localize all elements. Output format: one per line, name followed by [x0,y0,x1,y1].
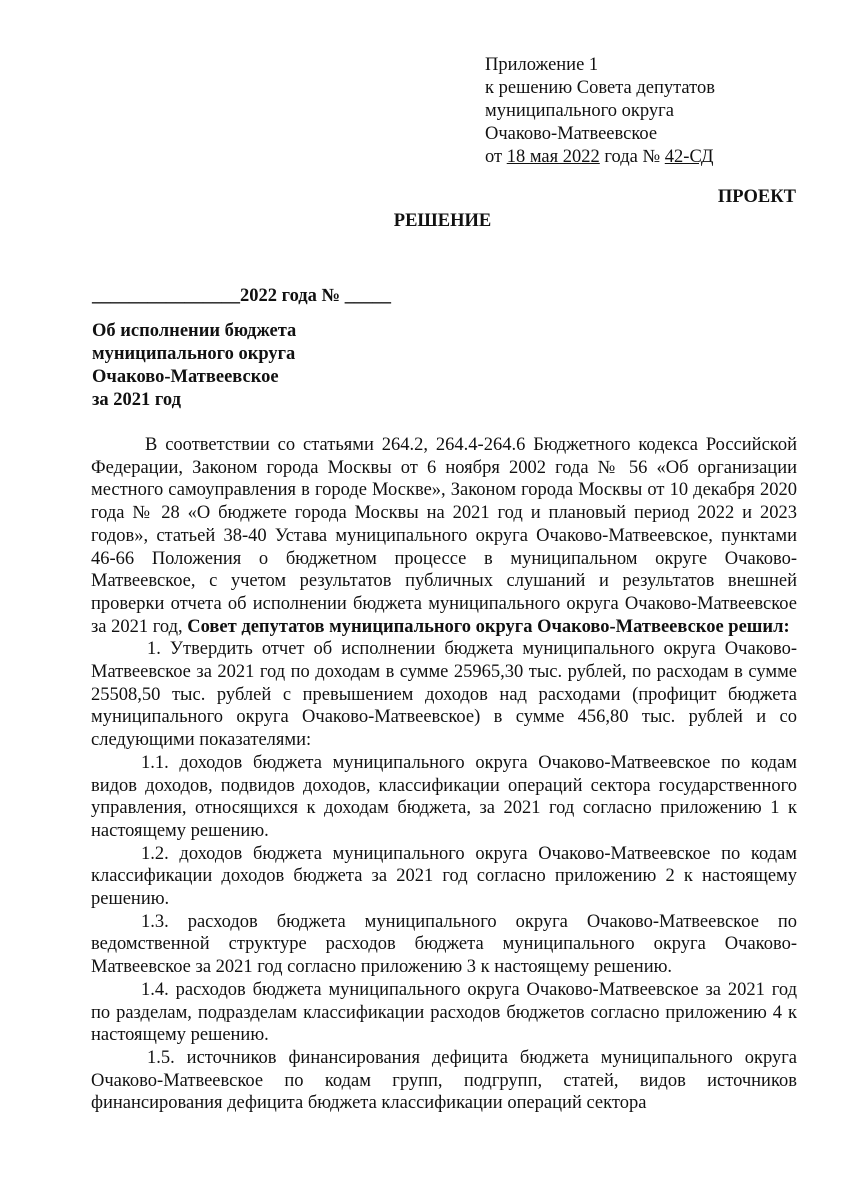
appendix-number: 42-СД [664,147,714,167]
subject-line-3: Очаково-Матвеевское [92,367,279,387]
item-1-4: 1.4. расходов бюджета муниципального округа Очаково-Матвеевское за 2021 год по разделам, подразделам классификации расходов бюджетов согласно приложению 4 к настоящему решению. [91,979,797,1046]
appendix-number-label: года № [599,147,665,167]
item-1-2: 1.2. доходов бюджета муниципального округа Очаково-Матвеевское по кодам классификации доходов бюджета за 2021 год согласно приложению 2 к настоящему решению. [91,843,797,910]
subject-line-4: за 2021 год [92,390,181,410]
appendix-from-label: от [485,147,507,167]
appendix-line-3: муниципального округа [485,101,674,121]
decision-subject [92,320,296,412]
item-1-1: 1.1. доходов бюджета муниципального округа Очаково-Матвеевское по кодам видов доходов, подвидов доходов, классификации операций сектора государственного управления, относящихся к доходам бюджета, за 2021 год согласно приложению 1 к настоящему решению. [91,752,797,841]
decision-title: РЕШЕНИЕ [393,211,492,231]
preamble-paragraph [91,434,797,638]
item-1: 1. Утвердить отчет об исполнении бюджета муниципального округа Очаково-Матвеевское за 2021 год по доходам в сумме 25965,30 тыс. рублей, по расходам в сумме 25508,50 тыс. рублей с превышением доходов над расходами (профицит бюджета муниципального округа Очаково-Матвеевское) в сумме 456,80 тыс. рублей и со следующими показателями: [91,639,797,751]
appendix-line-4: Очаково-Матвеевское [485,124,658,144]
preamble-resolution: Совет депутатов муниципального округа Очаково-Матвеевское решил: [187,616,790,637]
appendix-line-1: Приложение 1 [485,55,599,75]
item-1-3: 1.3. расходов бюджета муниципального округа Очаково-Матвеевское по ведомственной структуре расходов бюджета муниципального округа Очаково-Матвеевское за 2021 год согласно приложению 3 к настоящему решению. [91,911,797,978]
decision-dateline: ________________2022 года № _____ [92,286,391,306]
subject-line-2: муниципального округа [92,344,296,364]
appendix-date: 18 мая 2022 [506,147,600,167]
appendix-line-2: к решению Совета депутатов [485,78,715,98]
decision-body [91,434,797,1115]
subject-line-1: Об исполнении бюджета [92,321,297,341]
preamble-text: В соответствии со статьями 264.2, 264.4-264.6 Бюджетного кодекса Российской Федерации, Законом города Москвы от 6 ноября 2002 года № 56 «Об организации местного самоуправления в городе Москве», Законом города Москвы от 10 декабря 2020 года № 28 «О бюджете города Москвы на 2021 год и плановый период 2022 и 2023 годов», статьей 38-40 Устава муниципального округа Очаково-Матвеевское, пунктами 46-66 Положения о бюджетном процессе в муниципальном округе Очаково-Матвеевское, с учетом результатов публичных слушаний и результатов внешней проверки отчета об исполнении бюджета муниципального округа Очаково-Матвеевское за 2021 год, [91,435,797,637]
appendix-header [485,54,825,169]
appendix-line-5 [485,146,825,169]
item-1-5: 1.5. источников финансирования дефицита бюджета муниципального округа Очаково-Матвеевское по кодам групп, подгрупп, статей, видов источников финансирования дефицита бюджета классификации операций сектора [91,1047,797,1114]
project-label: ПРОЕКТ [717,187,796,207]
